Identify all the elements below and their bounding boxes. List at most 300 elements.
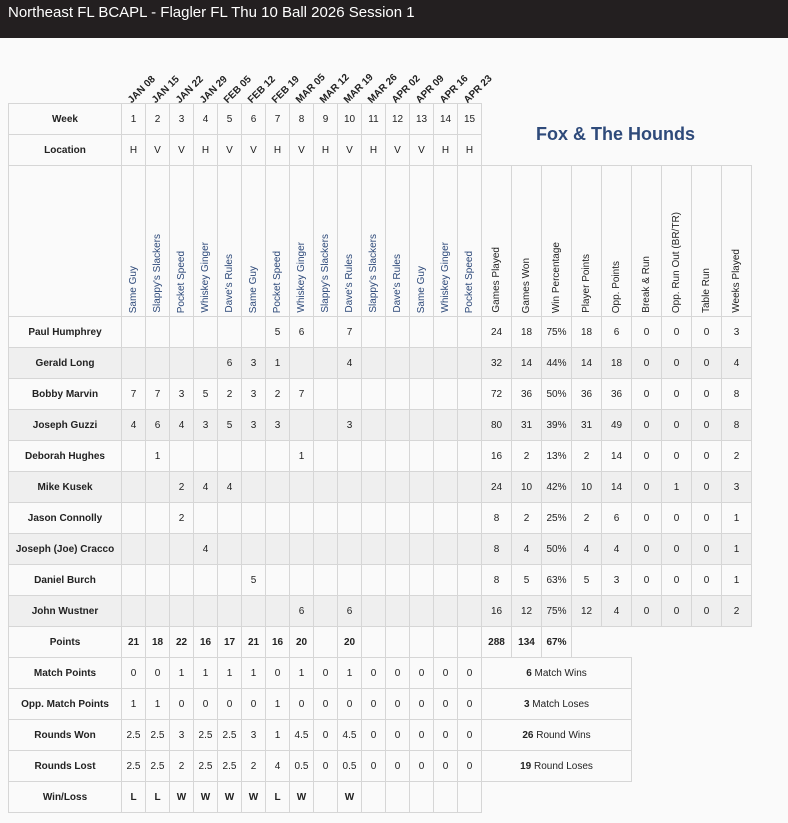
player-week-score bbox=[194, 565, 218, 596]
summary-text: Match Loses bbox=[529, 698, 590, 710]
player-week-score bbox=[458, 534, 482, 565]
match-points-value: 0 bbox=[410, 658, 434, 689]
player-week-score bbox=[362, 472, 386, 503]
stat-header-label: Weeks Played bbox=[731, 249, 742, 313]
player-week-score bbox=[386, 596, 410, 627]
player-week-score bbox=[314, 503, 338, 534]
player-stat: 1 bbox=[662, 472, 692, 503]
opponent-header bbox=[266, 166, 290, 317]
player-stat: 0 bbox=[632, 317, 662, 348]
player-stat: 0 bbox=[692, 379, 722, 410]
week-points bbox=[362, 627, 386, 658]
player-stat: 0 bbox=[632, 503, 662, 534]
opponent-name: Same Guy bbox=[128, 265, 139, 313]
player-week-score bbox=[338, 565, 362, 596]
player-week-score bbox=[362, 317, 386, 348]
week-date-label: APR 09 bbox=[414, 73, 447, 106]
week-points bbox=[386, 627, 410, 658]
player-stat: 0 bbox=[662, 565, 692, 596]
player-week-score bbox=[122, 348, 146, 379]
location-value: V bbox=[410, 135, 434, 166]
rounds-lost-value: 2.5 bbox=[146, 751, 170, 782]
player-stat: 50% bbox=[542, 379, 572, 410]
table-row bbox=[9, 720, 752, 751]
opponent-header bbox=[338, 166, 362, 317]
player-stat: 2 bbox=[572, 503, 602, 534]
match-points-value: 0 bbox=[314, 658, 338, 689]
player-week-score bbox=[362, 534, 386, 565]
opponent-name: Slappy's Slackers bbox=[320, 234, 331, 313]
player-week-score bbox=[386, 472, 410, 503]
rounds-lost-value: 0 bbox=[434, 751, 458, 782]
match-points-value: 0 bbox=[458, 658, 482, 689]
player-name: Gerald Long bbox=[9, 348, 122, 379]
player-name: Joseph Guzzi bbox=[9, 410, 122, 441]
stat-header-label: Opp. Run Out (BR/TR) bbox=[671, 211, 682, 313]
rounds-won-value: 0 bbox=[362, 720, 386, 751]
week-date-label: JAN 08 bbox=[126, 74, 158, 106]
player-stat: 13% bbox=[542, 441, 572, 472]
player-name: Bobby Marvin bbox=[9, 379, 122, 410]
win-loss-label: Win/Loss bbox=[9, 782, 122, 813]
win-loss-value: L bbox=[266, 782, 290, 813]
match-points-value: 0 bbox=[386, 658, 410, 689]
points-total: 288 bbox=[482, 627, 512, 658]
spacer bbox=[632, 751, 752, 782]
player-week-score: 4 bbox=[194, 472, 218, 503]
win-loss-value: L bbox=[146, 782, 170, 813]
opponent-name: Slappy's Slackers bbox=[368, 234, 379, 313]
win-loss-value: L bbox=[122, 782, 146, 813]
player-week-score bbox=[338, 503, 362, 534]
player-week-score bbox=[410, 565, 434, 596]
player-week-score: 3 bbox=[338, 410, 362, 441]
week-number: 2 bbox=[146, 104, 170, 135]
player-week-score bbox=[314, 596, 338, 627]
player-stat: 10 bbox=[512, 472, 542, 503]
win-loss-value: W bbox=[338, 782, 362, 813]
player-stat: 18 bbox=[512, 317, 542, 348]
rounds-won-value: 0 bbox=[458, 720, 482, 751]
player-week-score bbox=[410, 317, 434, 348]
player-week-score bbox=[146, 317, 170, 348]
week-date-label: FEB 19 bbox=[270, 74, 302, 106]
opponent-name: Whiskey Ginger bbox=[200, 242, 211, 313]
player-stat: 24 bbox=[482, 472, 512, 503]
player-week-score: 6 bbox=[338, 596, 362, 627]
player-stat: 80 bbox=[482, 410, 512, 441]
player-week-score bbox=[290, 565, 314, 596]
rounds-won-value: 1 bbox=[266, 720, 290, 751]
week-number: 1 bbox=[122, 104, 146, 135]
opp-match-points-value: 0 bbox=[170, 689, 194, 720]
player-week-score bbox=[170, 534, 194, 565]
player-stat: 0 bbox=[632, 410, 662, 441]
player-stat: 0 bbox=[662, 348, 692, 379]
player-stat: 0 bbox=[632, 596, 662, 627]
stat-header bbox=[542, 166, 572, 317]
opponent-name: Pocket Speed bbox=[176, 250, 187, 313]
table-row bbox=[9, 348, 752, 379]
summary-cell bbox=[482, 658, 632, 689]
player-stat: 8 bbox=[722, 379, 752, 410]
rounds-lost-label: Rounds Lost bbox=[9, 751, 122, 782]
player-week-score bbox=[290, 410, 314, 441]
player-stat: 8 bbox=[722, 410, 752, 441]
player-week-score: 3 bbox=[242, 348, 266, 379]
player-week-score bbox=[458, 410, 482, 441]
player-stat: 0 bbox=[662, 534, 692, 565]
summary-number: 19 bbox=[520, 760, 532, 772]
player-week-score bbox=[386, 503, 410, 534]
player-week-score: 4 bbox=[122, 410, 146, 441]
week-date-label: APR 23 bbox=[462, 73, 495, 106]
opponent-name: Dave's Rules bbox=[344, 254, 355, 313]
player-stat: 0 bbox=[632, 379, 662, 410]
player-week-score bbox=[458, 565, 482, 596]
week-points: 20 bbox=[338, 627, 362, 658]
week-points: 20 bbox=[290, 627, 314, 658]
player-week-score bbox=[122, 441, 146, 472]
player-week-score bbox=[458, 503, 482, 534]
opponent-name: Whiskey Ginger bbox=[296, 242, 307, 313]
opp-match-points-label: Opp. Match Points bbox=[9, 689, 122, 720]
summary-number: 6 bbox=[526, 667, 532, 679]
week-date-label: MAR 26 bbox=[366, 72, 400, 106]
player-week-score: 5 bbox=[242, 565, 266, 596]
week-date-label: APR 02 bbox=[390, 73, 423, 106]
opp-match-points-value: 0 bbox=[338, 689, 362, 720]
player-week-score bbox=[410, 441, 434, 472]
stat-header-label: Break & Run bbox=[641, 256, 652, 313]
player-week-score bbox=[386, 534, 410, 565]
match-points-value: 0 bbox=[362, 658, 386, 689]
player-stat: 3 bbox=[602, 565, 632, 596]
header-blank bbox=[9, 166, 122, 317]
player-stat: 39% bbox=[542, 410, 572, 441]
player-week-score bbox=[218, 534, 242, 565]
player-stat: 31 bbox=[572, 410, 602, 441]
table-row bbox=[9, 689, 752, 720]
player-week-score bbox=[314, 565, 338, 596]
rounds-lost-value: 4 bbox=[266, 751, 290, 782]
spacer bbox=[632, 689, 752, 720]
player-stat: 4 bbox=[602, 596, 632, 627]
player-week-score bbox=[386, 348, 410, 379]
player-week-score: 3 bbox=[242, 379, 266, 410]
rounds-lost-value: 2.5 bbox=[218, 751, 242, 782]
location-value: H bbox=[314, 135, 338, 166]
player-week-score bbox=[170, 565, 194, 596]
rounds-won-label: Rounds Won bbox=[9, 720, 122, 751]
summary-cell bbox=[482, 720, 632, 751]
player-name: Joseph (Joe) Cracco bbox=[9, 534, 122, 565]
rounds-won-value: 3 bbox=[242, 720, 266, 751]
player-week-score bbox=[242, 503, 266, 534]
player-stat: 25% bbox=[542, 503, 572, 534]
player-week-score bbox=[146, 503, 170, 534]
rounds-won-value: 4.5 bbox=[290, 720, 314, 751]
player-week-score bbox=[410, 596, 434, 627]
location-value: H bbox=[362, 135, 386, 166]
player-week-score bbox=[434, 596, 458, 627]
summary-text: Match Wins bbox=[531, 667, 587, 679]
week-points bbox=[410, 627, 434, 658]
table-row bbox=[9, 751, 752, 782]
player-week-score: 6 bbox=[218, 348, 242, 379]
week-date-label: JAN 22 bbox=[174, 74, 206, 106]
player-stat: 1 bbox=[722, 565, 752, 596]
opp-match-points-value: 1 bbox=[146, 689, 170, 720]
player-stat: 49 bbox=[602, 410, 632, 441]
match-points-value: 1 bbox=[290, 658, 314, 689]
player-week-score bbox=[362, 379, 386, 410]
player-stat: 32 bbox=[482, 348, 512, 379]
opp-match-points-value: 0 bbox=[218, 689, 242, 720]
rounds-won-value: 2.5 bbox=[218, 720, 242, 751]
opp-match-points-value: 0 bbox=[386, 689, 410, 720]
player-week-score: 1 bbox=[266, 348, 290, 379]
stat-header bbox=[602, 166, 632, 317]
player-week-score: 6 bbox=[290, 596, 314, 627]
player-week-score: 4 bbox=[338, 348, 362, 379]
opp-match-points-value: 0 bbox=[362, 689, 386, 720]
location-value: V bbox=[242, 135, 266, 166]
player-week-score bbox=[434, 410, 458, 441]
opponent-name: Dave's Rules bbox=[224, 254, 235, 313]
player-stat: 0 bbox=[692, 317, 722, 348]
opponent-header bbox=[218, 166, 242, 317]
week-points: 21 bbox=[242, 627, 266, 658]
player-week-score bbox=[146, 596, 170, 627]
week-number: 5 bbox=[218, 104, 242, 135]
stat-header bbox=[512, 166, 542, 317]
player-stat: 63% bbox=[542, 565, 572, 596]
win-loss-value: W bbox=[170, 782, 194, 813]
stat-header bbox=[572, 166, 602, 317]
week-number: 12 bbox=[386, 104, 410, 135]
player-week-score: 7 bbox=[290, 379, 314, 410]
summary-cell bbox=[482, 751, 632, 782]
win-loss-value bbox=[410, 782, 434, 813]
player-week-score bbox=[170, 348, 194, 379]
player-week-score bbox=[266, 534, 290, 565]
opp-match-points-value: 0 bbox=[242, 689, 266, 720]
player-stat: 0 bbox=[662, 317, 692, 348]
match-points-value: 0 bbox=[146, 658, 170, 689]
player-stat: 14 bbox=[572, 348, 602, 379]
spacer bbox=[632, 658, 752, 689]
player-stat: 0 bbox=[692, 348, 722, 379]
player-week-score bbox=[170, 441, 194, 472]
week-label: Week bbox=[9, 104, 122, 135]
rounds-lost-value: 2.5 bbox=[122, 751, 146, 782]
player-week-score bbox=[122, 472, 146, 503]
player-week-score bbox=[458, 317, 482, 348]
win-loss-value bbox=[362, 782, 386, 813]
points-label: Points bbox=[9, 627, 122, 658]
player-stat: 0 bbox=[662, 441, 692, 472]
opponent-name: Pocket Speed bbox=[464, 250, 475, 313]
player-week-score: 4 bbox=[218, 472, 242, 503]
location-label: Location bbox=[9, 135, 122, 166]
player-week-score bbox=[194, 503, 218, 534]
player-stat: 42% bbox=[542, 472, 572, 503]
player-week-score: 5 bbox=[194, 379, 218, 410]
rounds-lost-value: 0.5 bbox=[290, 751, 314, 782]
summary-cell bbox=[482, 689, 632, 720]
player-stat: 2 bbox=[512, 441, 542, 472]
player-week-score: 6 bbox=[290, 317, 314, 348]
player-stat: 4 bbox=[602, 534, 632, 565]
match-points-value: 1 bbox=[338, 658, 362, 689]
player-week-score bbox=[290, 503, 314, 534]
player-week-score: 3 bbox=[266, 410, 290, 441]
win-loss-value bbox=[386, 782, 410, 813]
player-stat: 75% bbox=[542, 317, 572, 348]
table-row bbox=[9, 441, 752, 472]
week-date-label: MAR 12 bbox=[318, 72, 352, 106]
player-week-score bbox=[266, 565, 290, 596]
player-week-score bbox=[410, 503, 434, 534]
week-number: 14 bbox=[434, 104, 458, 135]
player-stat: 8 bbox=[482, 565, 512, 596]
player-week-score: 1 bbox=[290, 441, 314, 472]
player-stat: 3 bbox=[722, 317, 752, 348]
player-stat: 12 bbox=[512, 596, 542, 627]
spacer bbox=[482, 782, 752, 813]
week-date-label: JAN 15 bbox=[150, 74, 182, 106]
player-week-score bbox=[146, 565, 170, 596]
player-stat: 0 bbox=[662, 410, 692, 441]
week-number: 3 bbox=[170, 104, 194, 135]
points-total: 67% bbox=[542, 627, 572, 658]
player-week-score bbox=[242, 596, 266, 627]
player-week-score bbox=[338, 534, 362, 565]
player-week-score: 6 bbox=[146, 410, 170, 441]
summary-number: 26 bbox=[522, 729, 534, 741]
win-loss-value: W bbox=[290, 782, 314, 813]
opponent-name: Whiskey Ginger bbox=[440, 242, 451, 313]
player-week-score: 2 bbox=[170, 472, 194, 503]
player-week-score bbox=[122, 503, 146, 534]
stat-header-label: Table Run bbox=[701, 267, 712, 313]
match-points-value: 0 bbox=[434, 658, 458, 689]
player-stat: 8 bbox=[482, 503, 512, 534]
player-week-score bbox=[122, 565, 146, 596]
player-week-score bbox=[266, 503, 290, 534]
player-week-score bbox=[242, 441, 266, 472]
player-week-score bbox=[218, 317, 242, 348]
team-schedule-table bbox=[8, 103, 752, 813]
stat-header-label: Games Played bbox=[491, 247, 502, 313]
player-stat: 3 bbox=[722, 472, 752, 503]
opp-match-points-value: 0 bbox=[194, 689, 218, 720]
player-week-score bbox=[458, 596, 482, 627]
spacer bbox=[482, 104, 752, 135]
location-value: V bbox=[290, 135, 314, 166]
player-week-score bbox=[362, 596, 386, 627]
match-points-value: 1 bbox=[218, 658, 242, 689]
week-date-label: APR 16 bbox=[438, 73, 471, 106]
week-points: 21 bbox=[122, 627, 146, 658]
player-week-score bbox=[362, 503, 386, 534]
week-points bbox=[458, 627, 482, 658]
rounds-lost-value: 0 bbox=[362, 751, 386, 782]
player-week-score: 7 bbox=[146, 379, 170, 410]
player-name: Deborah Hughes bbox=[9, 441, 122, 472]
week-date-label: JAN 29 bbox=[198, 74, 230, 106]
player-name: Jason Connolly bbox=[9, 503, 122, 534]
table-row bbox=[9, 503, 752, 534]
player-week-score bbox=[170, 596, 194, 627]
week-number: 6 bbox=[242, 104, 266, 135]
player-week-score bbox=[146, 472, 170, 503]
week-date-label: MAR 05 bbox=[294, 72, 328, 106]
spacer bbox=[632, 720, 752, 751]
player-week-score bbox=[410, 472, 434, 503]
rounds-lost-value: 0 bbox=[386, 751, 410, 782]
table-row bbox=[9, 317, 752, 348]
rounds-lost-value: 0 bbox=[410, 751, 434, 782]
opp-match-points-value: 0 bbox=[410, 689, 434, 720]
player-week-score bbox=[434, 317, 458, 348]
stat-header bbox=[662, 166, 692, 317]
week-number: 7 bbox=[266, 104, 290, 135]
opponent-header bbox=[194, 166, 218, 317]
player-week-score: 4 bbox=[194, 534, 218, 565]
player-stat: 4 bbox=[722, 348, 752, 379]
stat-header-label: Player Points bbox=[581, 254, 592, 313]
rounds-lost-value: 2 bbox=[170, 751, 194, 782]
player-week-score bbox=[266, 472, 290, 503]
player-week-score bbox=[290, 348, 314, 379]
opp-match-points-value: 0 bbox=[314, 689, 338, 720]
player-stat: 44% bbox=[542, 348, 572, 379]
rounds-won-value: 2.5 bbox=[146, 720, 170, 751]
match-points-label: Match Points bbox=[9, 658, 122, 689]
player-week-score bbox=[242, 534, 266, 565]
player-week-score bbox=[434, 441, 458, 472]
player-week-score bbox=[218, 596, 242, 627]
spacer bbox=[572, 627, 752, 658]
match-points-value: 1 bbox=[194, 658, 218, 689]
player-week-score bbox=[410, 534, 434, 565]
rounds-won-value: 2.5 bbox=[194, 720, 218, 751]
table-row bbox=[9, 565, 752, 596]
stat-header bbox=[692, 166, 722, 317]
player-week-score bbox=[314, 534, 338, 565]
table-row bbox=[9, 472, 752, 503]
opp-match-points-value: 0 bbox=[290, 689, 314, 720]
player-week-score: 7 bbox=[338, 317, 362, 348]
rounds-lost-value: 0 bbox=[314, 751, 338, 782]
player-week-score bbox=[410, 379, 434, 410]
player-week-score bbox=[314, 472, 338, 503]
opp-match-points-value: 0 bbox=[434, 689, 458, 720]
player-week-score bbox=[170, 317, 194, 348]
stat-header-label: Win Percentage bbox=[551, 241, 562, 313]
table-row bbox=[9, 782, 752, 813]
player-stat: 2 bbox=[722, 596, 752, 627]
player-week-score bbox=[434, 472, 458, 503]
week-number: 9 bbox=[314, 104, 338, 135]
match-points-value: 1 bbox=[242, 658, 266, 689]
player-week-score bbox=[314, 379, 338, 410]
player-stat: 36 bbox=[602, 379, 632, 410]
rounds-won-value: 0 bbox=[434, 720, 458, 751]
player-week-score bbox=[290, 534, 314, 565]
